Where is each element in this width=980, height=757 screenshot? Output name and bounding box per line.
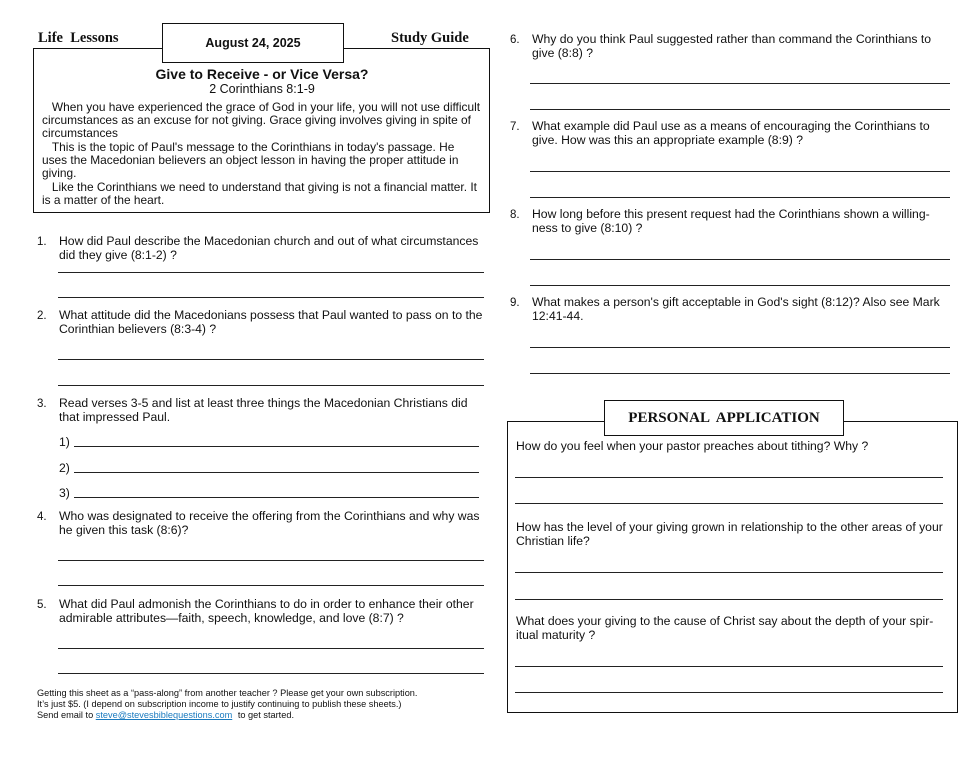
question-text: What makes a person's gift acceptable in God's sight (8:12)? Also see Mark 12:41-44. — [532, 295, 940, 323]
footer-tail: to get started. — [237, 710, 294, 720]
intro-title: Give to Receive - or Vice Versa? — [155, 66, 369, 82]
list-label-1: 1) — [59, 435, 70, 449]
footer-line-1: Getting this sheet as a “pass-along” from another teacher ? Please get your own subscription. — [37, 688, 418, 698]
answer-line[interactable] — [58, 585, 484, 586]
answer-line[interactable] — [58, 385, 484, 386]
question-number: 6. — [510, 34, 520, 46]
question-text: What did Paul admonish the Corinthians to do in order to enhance their other admirable attributes—faith, speech, knowledge, and love (8:7) ? — [59, 597, 474, 625]
question-number: 5. — [37, 599, 47, 611]
application-answer-line[interactable] — [515, 503, 943, 504]
question-number: 1. — [37, 236, 47, 248]
intro-paragraph-2: This is the topic of Paul's message to the Corinthians in today's passage. He uses the Macedonian believers an object lesson in having the proper attitude in giving. — [42, 140, 462, 181]
list-answer-line-2[interactable] — [74, 472, 479, 473]
answer-line[interactable] — [58, 272, 484, 273]
answer-line[interactable] — [530, 171, 950, 172]
question-text: What attitude did the Macedonians possess that Paul wanted to pass on to the Corinthian believers (8:3-4) ? — [59, 308, 483, 336]
list-answer-line-1[interactable] — [74, 446, 479, 447]
answer-line[interactable] — [58, 359, 484, 360]
answer-line[interactable] — [58, 560, 484, 561]
question-number: 3. — [37, 398, 47, 410]
intro-reference: 2 Corinthians 8:1-9 — [209, 82, 315, 96]
answer-line[interactable] — [530, 83, 950, 84]
answer-line[interactable] — [58, 673, 484, 674]
left-title: Life Lessons — [38, 30, 119, 46]
application-heading-text: PERSONAL APPLICATION — [628, 409, 820, 426]
intro-paragraph-1: When you have experienced the grace of God in your life, you will not use difficult circumstances as an excuse for not giving. Grace giving involves giving in spite of circumstances — [42, 100, 484, 141]
question-text: Why do you think Paul suggested rather than command the Corinthians to give (8:8) ? — [532, 32, 932, 60]
right-title: Study Guide — [391, 30, 469, 46]
application-heading — [604, 400, 844, 436]
question-number: 4. — [37, 511, 47, 523]
answer-line[interactable] — [530, 109, 950, 110]
question-text: How long before this present request had the Corinthians shown a willing-ness to give (8:10) ? — [532, 207, 930, 235]
footer-send-label: Send email to — [37, 710, 94, 720]
footer-line-2: It’s just $5. (I depend on subscription income to justify continuing to publish these sheets.) — [37, 699, 402, 709]
date-box — [162, 23, 344, 63]
date-label: August 24, 2025 — [205, 36, 301, 50]
footer-line-3 — [37, 710, 487, 721]
question-text: What example did Paul use as a means of encouraging the Corinthians to give. How was this an appropriate example (8:9) ? — [532, 119, 930, 147]
application-question-1: How do you feel when your pastor preaches about tithing? Why ? — [516, 439, 869, 453]
question-text: How did Paul describe the Macedonian church and out of what circumstances did they give (8:1-2) ? — [59, 234, 479, 262]
application-question-3: What does your giving to the cause of Christ say about the depth of your spir-itual maturity ? — [516, 614, 934, 642]
question-number: 9. — [510, 297, 520, 309]
answer-line[interactable] — [530, 197, 950, 198]
question-number: 7. — [510, 121, 520, 133]
answer-line[interactable] — [530, 285, 950, 286]
answer-line[interactable] — [58, 648, 484, 649]
application-question-2: How has the level of your giving grown in relationship to the other areas of your Christian life? — [516, 520, 943, 548]
answer-line[interactable] — [530, 373, 950, 374]
application-answer-line[interactable] — [515, 572, 943, 573]
subscription-email-link[interactable]: steve@stevesbiblequestions.com — [95, 710, 233, 720]
answer-line[interactable] — [58, 297, 484, 298]
list-answer-line-3[interactable] — [74, 497, 479, 498]
application-answer-line[interactable] — [515, 666, 943, 667]
list-label-2: 2) — [59, 461, 70, 475]
question-text: Who was designated to receive the offering from the Corinthians and why was he given this task (8:6)? — [59, 509, 480, 537]
list-label-3: 3) — [59, 486, 70, 500]
answer-line[interactable] — [530, 259, 950, 260]
question-number: 8. — [510, 209, 520, 221]
application-answer-line[interactable] — [515, 692, 943, 693]
application-answer-line[interactable] — [515, 477, 943, 478]
question-number: 2. — [37, 310, 47, 322]
question-text: Read verses 3-5 and list at least three things the Macedonian Christians did that impressed Paul. — [59, 396, 468, 424]
intro-paragraph-3: Like the Corinthians we need to understand that giving is not a financial matter. It is a matter of the heart. — [42, 180, 481, 208]
application-answer-line[interactable] — [515, 599, 943, 600]
answer-line[interactable] — [530, 347, 950, 348]
application-box — [507, 421, 958, 713]
